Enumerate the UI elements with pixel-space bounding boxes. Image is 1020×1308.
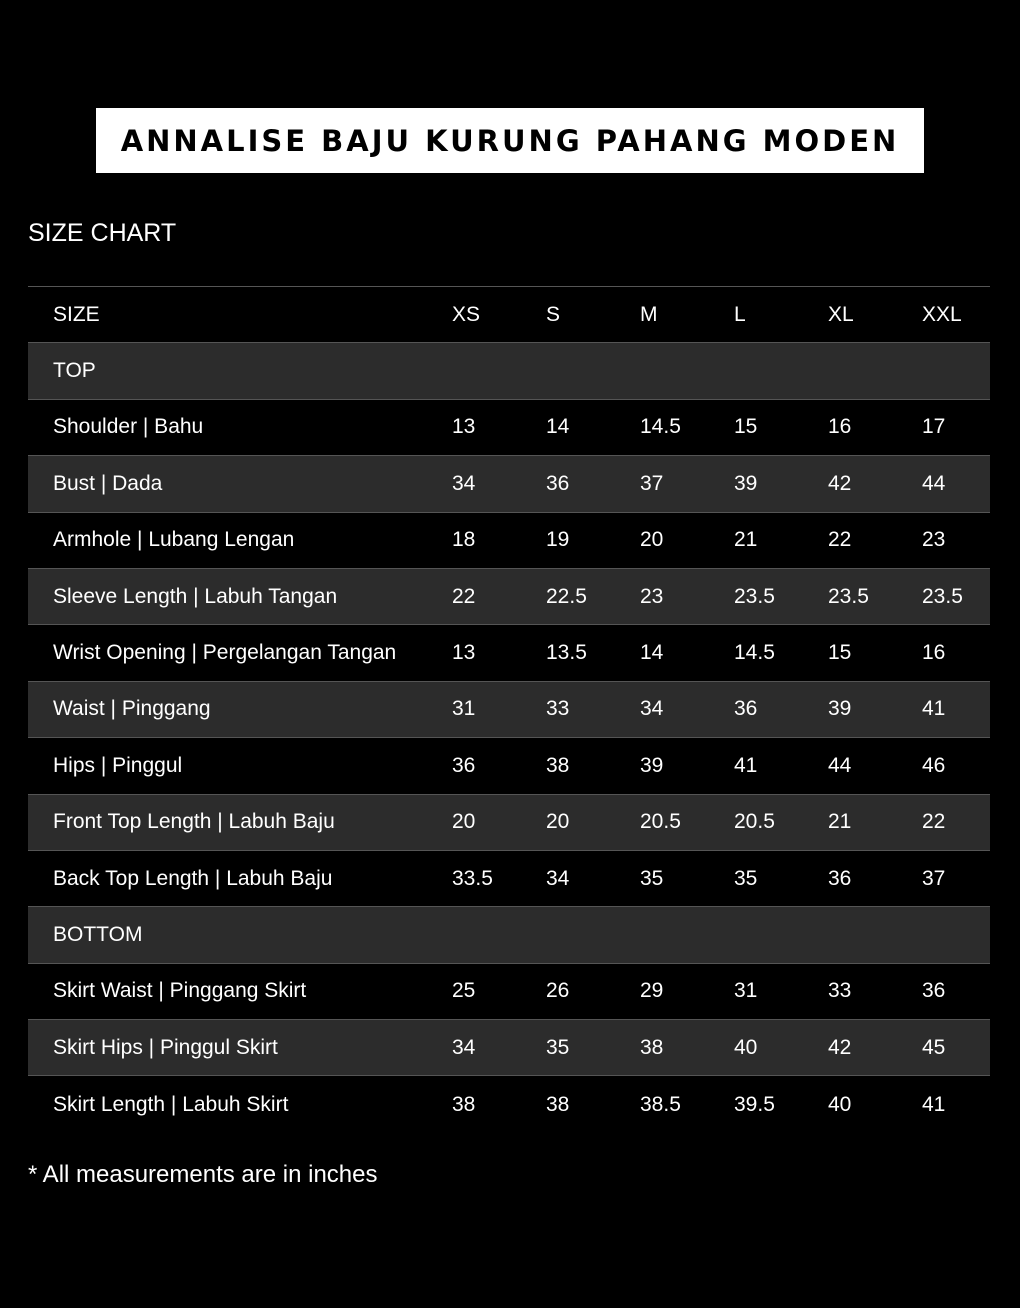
row-label: Back Top Length | Labuh Baju bbox=[53, 866, 333, 890]
cell-value: 36 bbox=[546, 471, 570, 495]
cell-value: 39 bbox=[640, 753, 664, 777]
cell-value: 35 bbox=[546, 1035, 570, 1059]
cell-value: 39.5 bbox=[734, 1092, 775, 1116]
cell-value: 38.5 bbox=[640, 1092, 681, 1116]
cell-value: 46 bbox=[922, 753, 946, 777]
table-header-row bbox=[28, 287, 990, 343]
cell-value: 41 bbox=[734, 753, 758, 777]
size-chart-table bbox=[28, 286, 990, 1133]
row-label: Skirt Length | Labuh Skirt bbox=[53, 1092, 289, 1116]
table-row bbox=[28, 625, 990, 681]
cell-value: 35 bbox=[734, 866, 758, 890]
cell-value: 23 bbox=[922, 528, 946, 552]
cell-value: 42 bbox=[828, 471, 852, 495]
cell-value: 40 bbox=[828, 1092, 852, 1116]
row-label: Front Top Length | Labuh Baju bbox=[53, 810, 335, 834]
cell-value: 18 bbox=[452, 528, 476, 552]
table-row bbox=[28, 964, 990, 1020]
cell-value: 34 bbox=[452, 1035, 476, 1059]
cell-value: 36 bbox=[922, 979, 946, 1003]
cell-value: 21 bbox=[828, 810, 852, 834]
cell-value: 15 bbox=[828, 641, 852, 665]
table-row bbox=[28, 795, 990, 851]
cell-value: 39 bbox=[734, 471, 758, 495]
cell-value: 38 bbox=[640, 1035, 664, 1059]
table-row bbox=[28, 513, 990, 569]
cell-value: 33 bbox=[546, 697, 570, 721]
cell-value: 20.5 bbox=[640, 810, 681, 834]
cell-value: 34 bbox=[640, 697, 664, 721]
cell-value: 33.5 bbox=[452, 866, 493, 890]
table-row bbox=[28, 400, 990, 456]
cell-value: 22 bbox=[828, 528, 852, 552]
header-size-xl: XL bbox=[828, 302, 854, 326]
section-row-bottom bbox=[28, 907, 990, 963]
cell-value: 44 bbox=[922, 471, 946, 495]
cell-value: 33 bbox=[828, 979, 852, 1003]
table-row bbox=[28, 851, 990, 907]
cell-value: 38 bbox=[452, 1092, 476, 1116]
section-row-top bbox=[28, 343, 990, 399]
cell-value: 23.5 bbox=[734, 584, 775, 608]
cell-value: 13 bbox=[452, 415, 476, 439]
table-row bbox=[28, 738, 990, 794]
table-row bbox=[28, 569, 990, 625]
cell-value: 29 bbox=[640, 979, 664, 1003]
cell-value: 20.5 bbox=[734, 810, 775, 834]
cell-value: 34 bbox=[452, 471, 476, 495]
table-row bbox=[28, 682, 990, 738]
cell-value: 38 bbox=[546, 1092, 570, 1116]
cell-value: 26 bbox=[546, 979, 570, 1003]
cell-value: 19 bbox=[546, 528, 570, 552]
cell-value: 20 bbox=[640, 528, 664, 552]
cell-value: 31 bbox=[452, 697, 476, 721]
cell-value: 16 bbox=[828, 415, 852, 439]
cell-value: 41 bbox=[922, 697, 946, 721]
cell-value: 31 bbox=[734, 979, 758, 1003]
header-size-label: SIZE bbox=[53, 302, 100, 326]
cell-value: 36 bbox=[452, 753, 476, 777]
cell-value: 14.5 bbox=[640, 415, 681, 439]
cell-value: 23 bbox=[640, 584, 664, 608]
cell-value: 14 bbox=[546, 415, 570, 439]
cell-value: 37 bbox=[640, 471, 664, 495]
cell-value: 35 bbox=[640, 866, 664, 890]
row-label: Armhole | Lubang Lengan bbox=[53, 528, 295, 552]
header-size-l: L bbox=[734, 302, 746, 326]
cell-value: 38 bbox=[546, 753, 570, 777]
row-label: Skirt Waist | Pinggang Skirt bbox=[53, 979, 307, 1003]
table-row bbox=[28, 1076, 990, 1132]
header-size-xs: XS bbox=[452, 302, 481, 326]
size-chart-heading: SIZE CHART bbox=[28, 219, 177, 247]
cell-value: 34 bbox=[546, 866, 570, 890]
row-label: Wrist Opening | Pergelangan Tangan bbox=[53, 641, 397, 665]
cell-value: 13.5 bbox=[546, 641, 587, 665]
cell-value: 17 bbox=[922, 415, 946, 439]
cell-value: 15 bbox=[734, 415, 758, 439]
cell-value: 22 bbox=[922, 810, 946, 834]
cell-value: 21 bbox=[734, 528, 758, 552]
cell-value: 41 bbox=[922, 1092, 946, 1116]
section-label-top: TOP bbox=[53, 359, 96, 383]
cell-value: 44 bbox=[828, 753, 852, 777]
page-title: ANNALISE BAJU KURUNG PAHANG MODEN bbox=[120, 123, 900, 158]
row-label: Waist | Pinggang bbox=[53, 697, 211, 721]
header-size-s: S bbox=[546, 302, 561, 326]
cell-value: 16 bbox=[922, 641, 946, 665]
row-label: Skirt Hips | Pinggul Skirt bbox=[53, 1035, 278, 1059]
table-row bbox=[28, 456, 990, 512]
measurement-footnote: * All measurements are in inches bbox=[28, 1161, 378, 1188]
cell-value: 25 bbox=[452, 979, 476, 1003]
cell-value: 14 bbox=[640, 641, 664, 665]
cell-value: 22 bbox=[452, 584, 476, 608]
row-label: Sleeve Length | Labuh Tangan bbox=[53, 584, 338, 608]
cell-value: 36 bbox=[734, 697, 758, 721]
table-row bbox=[28, 1020, 990, 1076]
title-banner bbox=[96, 108, 924, 173]
header-size-xxl: XXL bbox=[922, 302, 962, 326]
cell-value: 42 bbox=[828, 1035, 852, 1059]
cell-value: 14.5 bbox=[734, 641, 775, 665]
cell-value: 20 bbox=[452, 810, 476, 834]
cell-value: 22.5 bbox=[546, 584, 587, 608]
cell-value: 23.5 bbox=[922, 584, 963, 608]
cell-value: 20 bbox=[546, 810, 570, 834]
row-label: Shoulder | Bahu bbox=[53, 415, 204, 439]
cell-value: 36 bbox=[828, 866, 852, 890]
cell-value: 45 bbox=[922, 1035, 946, 1059]
row-label: Bust | Dada bbox=[53, 471, 163, 495]
cell-value: 40 bbox=[734, 1035, 758, 1059]
row-label: Hips | Pinggul bbox=[53, 753, 183, 777]
header-size-m: M bbox=[640, 302, 658, 326]
cell-value: 13 bbox=[452, 641, 476, 665]
cell-value: 39 bbox=[828, 697, 852, 721]
cell-value: 37 bbox=[922, 866, 946, 890]
cell-value: 23.5 bbox=[828, 584, 869, 608]
section-label-bottom: BOTTOM bbox=[53, 922, 143, 946]
